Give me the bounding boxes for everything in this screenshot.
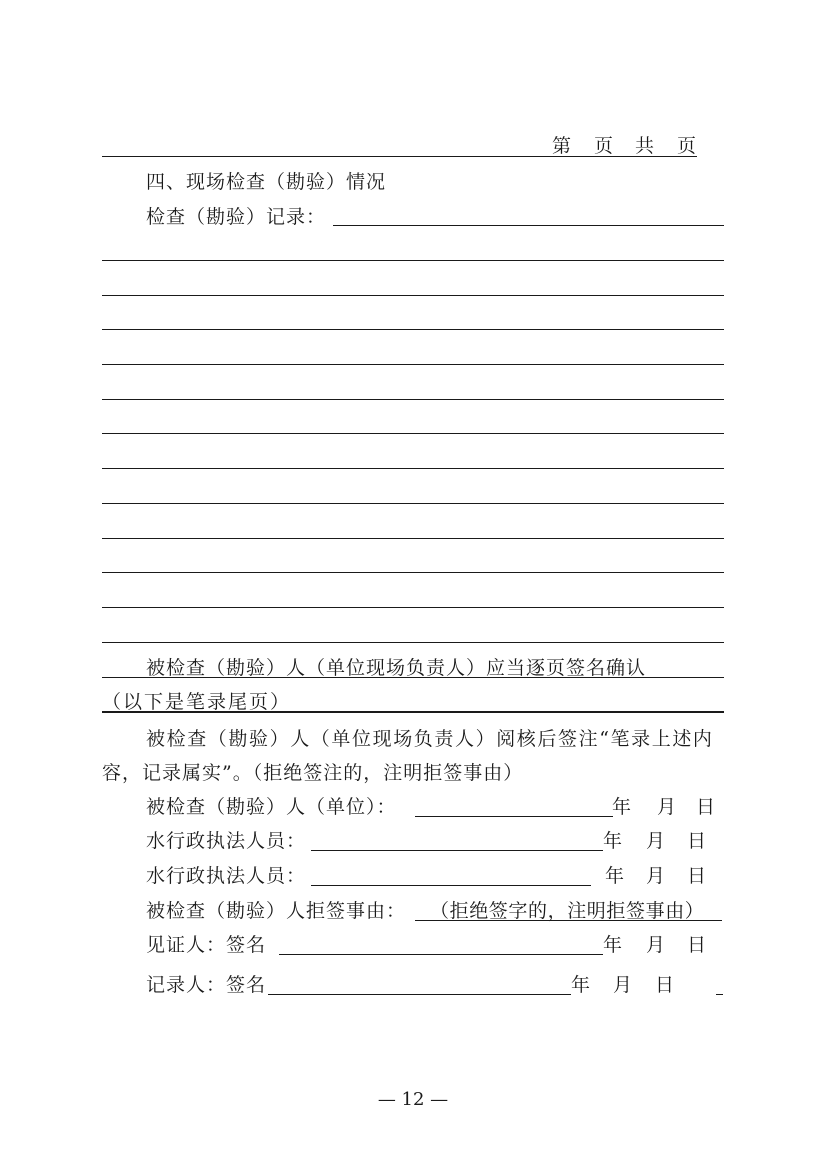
officer-1-signature-line[interactable] bbox=[311, 850, 603, 851]
month-label: 月 bbox=[657, 796, 678, 818]
blank-line[interactable] bbox=[102, 433, 724, 434]
officer-2-date bbox=[605, 864, 715, 888]
page-counter-ye: 页 bbox=[594, 135, 615, 157]
tail-page-rule bbox=[102, 711, 724, 713]
recorder-trailing-mark bbox=[716, 994, 723, 995]
witness-date bbox=[603, 933, 713, 957]
section-title: 四、现场检查（勘验）情况 bbox=[146, 171, 387, 193]
officer-1-date bbox=[603, 829, 713, 853]
officer-2-label: 水行政执法人员： bbox=[146, 865, 307, 887]
blank-line[interactable] bbox=[102, 329, 724, 330]
month-label: 月 bbox=[646, 865, 667, 887]
page-counter-gong: 共 bbox=[635, 135, 656, 157]
header-rule bbox=[102, 156, 697, 157]
tail-page-note: （以下是笔录尾页） bbox=[102, 691, 292, 713]
blank-line[interactable] bbox=[102, 364, 724, 365]
refusal-reason-label: 被检查（勘验）人拒签事由： bbox=[146, 900, 407, 922]
blank-line[interactable] bbox=[102, 538, 724, 539]
officer-1-label: 水行政执法人员： bbox=[146, 830, 307, 852]
refusal-reason-hint: （拒绝签字的，注明拒签事由） bbox=[430, 900, 705, 922]
day-label: 日 bbox=[696, 796, 717, 818]
sign-each-page-note: 被检查（勘验）人（单位现场负责人）应当逐页签名确认 bbox=[146, 657, 647, 679]
month-label: 月 bbox=[646, 934, 667, 956]
review-paragraph-line1: 被检查（勘验）人（单位现场负责人）阅核后签注“笔录上述内 bbox=[146, 728, 714, 750]
refusal-reason-line[interactable] bbox=[415, 920, 722, 921]
year-label: 年 bbox=[603, 934, 624, 956]
day-label: 日 bbox=[687, 934, 708, 956]
page-counter-ye-total: 页 bbox=[677, 135, 698, 157]
year-label: 年 bbox=[605, 865, 626, 887]
witness-signature-line[interactable] bbox=[279, 954, 603, 955]
inspected-party-label: 被检查（勘验）人（单位）： bbox=[146, 796, 397, 818]
blank-line[interactable] bbox=[102, 607, 724, 608]
blank-line[interactable] bbox=[102, 260, 724, 261]
page-counter bbox=[552, 134, 702, 158]
record-first-line[interactable] bbox=[333, 225, 724, 226]
page-number: — 12 — bbox=[377, 1089, 449, 1110]
month-label: 月 bbox=[646, 830, 667, 852]
blank-line[interactable] bbox=[102, 295, 724, 296]
recorder-label: 记录人：签名 bbox=[146, 974, 267, 996]
year-label: 年 bbox=[612, 796, 633, 818]
recorder-signature-line[interactable] bbox=[268, 994, 571, 995]
blank-line[interactable] bbox=[102, 503, 724, 504]
year-label: 年 bbox=[603, 830, 624, 852]
record-label: 检查（勘验）记录： bbox=[146, 206, 327, 228]
review-paragraph-line2: 容，记录属实”。（拒绝签注的，注明拒签事由） bbox=[102, 762, 524, 784]
inspected-party-signature-line[interactable] bbox=[415, 816, 613, 817]
year-label: 年 bbox=[571, 974, 592, 996]
note-underline bbox=[102, 677, 724, 678]
day-label: 日 bbox=[687, 865, 708, 887]
blank-line[interactable] bbox=[102, 572, 724, 573]
blank-line[interactable] bbox=[102, 468, 724, 469]
inspected-party-date bbox=[612, 795, 722, 819]
page-counter-di: 第 bbox=[552, 135, 573, 157]
blank-line[interactable] bbox=[102, 399, 724, 400]
blank-line[interactable] bbox=[102, 642, 724, 643]
day-label: 日 bbox=[655, 974, 676, 996]
day-label: 日 bbox=[687, 830, 708, 852]
recorder-date bbox=[571, 973, 676, 997]
witness-label: 见证人：签名 bbox=[146, 934, 267, 956]
officer-2-signature-line[interactable] bbox=[311, 885, 591, 886]
month-label: 月 bbox=[613, 974, 634, 996]
